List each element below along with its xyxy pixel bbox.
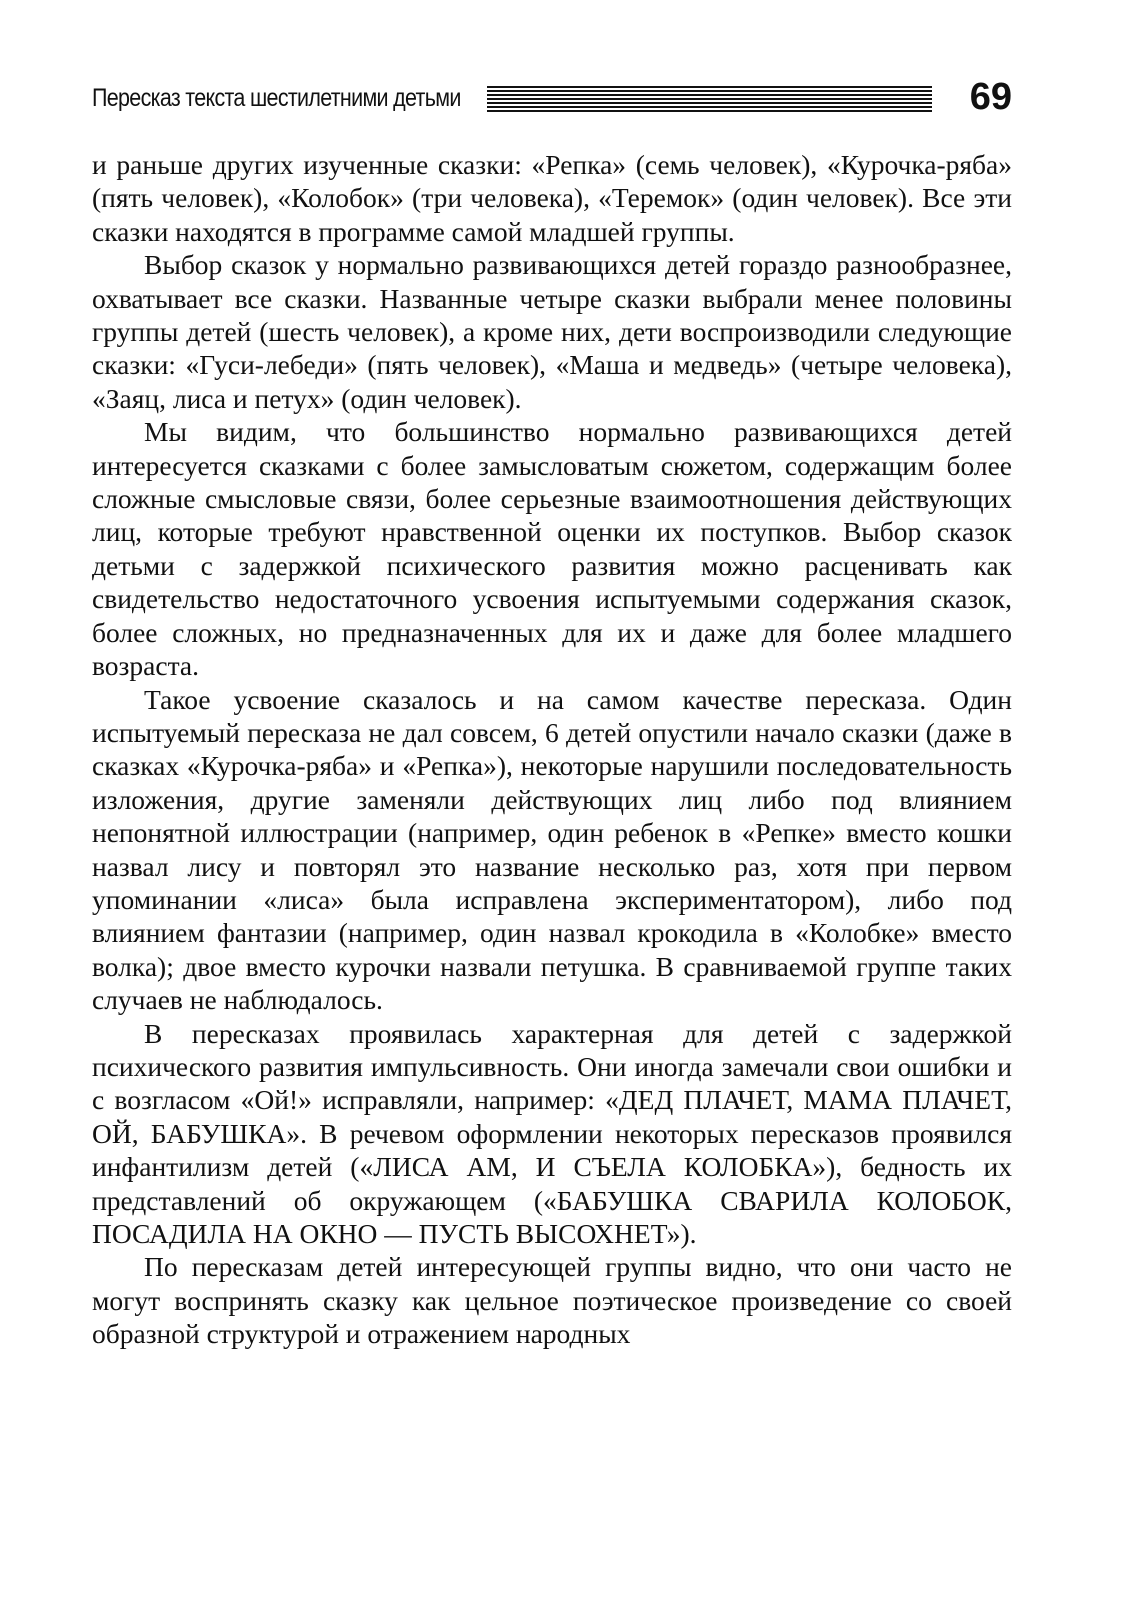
paragraph-4: Такое усвоение сказалось и на самом качестве пересказа. Один испытуемый пересказа не дал совсем, 6 детей опустили начало сказки (даже в сказках «Курочка-ряба» и «Репка»), некоторые нарушили последовательность изложения, другие заменяли действующих лиц либо под влиянием непонятной иллюстрации (например, один ребенок в «Репке» вместо кошки назвал лису и повторял это название несколько раз, хотя при первом упоминании «лиса» была исправлена экспериментатором), либо под влиянием фантазии (например, один назвал крокодила в «Колобке» вместо волка); двое вместо курочки назвали петушка. В сравниваемой группе таких случаев не наблюдалось. [92, 683, 1012, 1016]
paragraph-3: Мы видим, что большинство нормально развивающихся детей интересуется сказками с более замысловатым сюжетом, содержащим более сложные смысловые связи, более серьезные взаимоотношения действующих лиц, которые требуют нравственной оценки их поступков. Выбор сказок детьми с задержкой психического развития можно расценивать как свидетельство недостаточного усвоения испытуемыми содержания сказок, более сложных, но предназначенных для их и даже для более младшего возраста. [92, 416, 1012, 682]
paragraph-6: По пересказам детей интересующей группы видно, что они часто не могут воспринять сказку как цельное поэтическое произведение со своей образной структурой и отражением народных [92, 1251, 1012, 1350]
body-text [92, 148, 1012, 1351]
paragraph-5: В пересказах проявилась характерная для детей с задержкой психического развития импульсивность. Они иногда замечали свои ошибки и с возгласом «Ой!» исправляли, например: «ДЕД ПЛАЧЕТ, МАМА ПЛАЧЕТ, ОЙ, БАБУШКА». В речевом оформлении некоторых пересказов проявился инфантилизм детей («ЛИСА АМ, И СЪЕЛА КОЛОБКА»), бедность их представлений об окружающем («БАБУШКА СВАРИЛА КОЛОБОК, ПОСАДИЛА НА ОКНО — ПУСТЬ ВЫСОХНЕТ»). [92, 1017, 1012, 1249]
running-title: Пересказ текста шестилетними детьми [92, 84, 461, 112]
page-number: 69 [969, 76, 1012, 118]
paragraph-2: Выбор сказок у нормально развивающихся детей гораздо разнообразнее, охватывает все сказки. Названные четыре сказки выбрали менее половины группы детей (шесть человек), а кроме них, дети воспроизводили следующие сказки: «Гуси-лебеди» (пять человек), «Маша и медведь» (четыре человека), «Заяц, лиса и петух» (один человек). [92, 249, 1012, 414]
paragraph-1: и раньше других изученные сказки: «Репка» (семь человек), «Курочка-ряба» (пять человек), «Колобок» (три человека), «Теремок» (один человек). Все эти сказки находятся в программе самой младшей группы. [92, 149, 1012, 247]
page-header [92, 76, 1012, 126]
header-rule [487, 86, 932, 112]
